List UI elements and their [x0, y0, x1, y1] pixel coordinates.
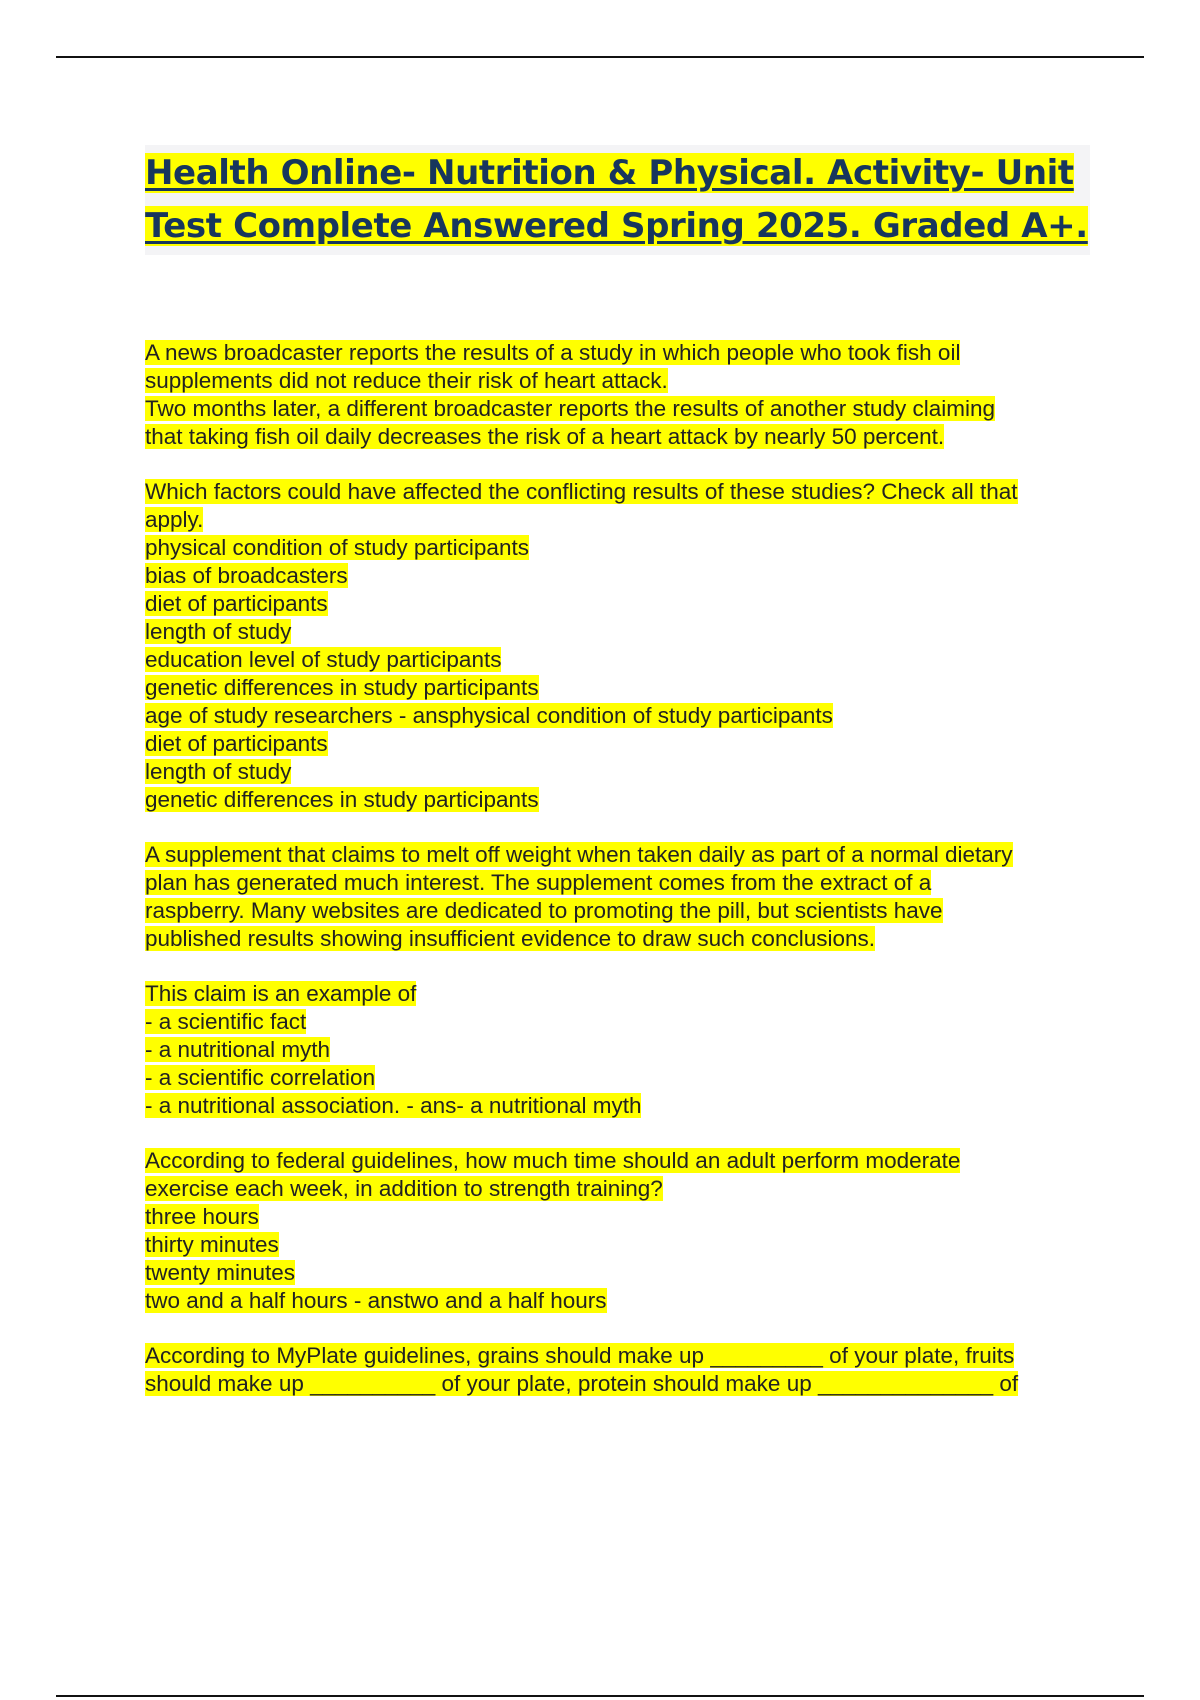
answer-option: bias of broadcasters [145, 563, 348, 588]
question-1 [145, 478, 1095, 814]
title-line-1: Health Online- Nutrition & Physical. Activity- Unit [145, 153, 1074, 193]
text-line: that taking fish oil daily decreases the risk of a heart attack by nearly 50 percent. [145, 424, 945, 449]
answer-option: education level of study participants [145, 647, 502, 672]
answer-option: twenty minutes [145, 1260, 296, 1285]
answer-option: age of study researchers - ansphysical condition of study participants [145, 703, 833, 728]
text-line: published results showing insufficient evidence to draw such conclusions. [145, 926, 875, 951]
footer-rule [56, 1695, 1144, 1697]
document-page [145, 145, 1095, 1398]
answer-option: three hours [145, 1204, 259, 1229]
answer-option: - a scientific correlation [145, 1065, 376, 1090]
answer-option: genetic differences in study participants [145, 787, 539, 812]
text-line: A news broadcaster reports the results of a study in which people who took fish oil [145, 340, 961, 365]
question-text: apply. [145, 507, 204, 532]
question-3 [145, 1147, 1095, 1315]
question-2 [145, 980, 1095, 1120]
question-text: According to federal guidelines, how much time should an adult perform moderate [145, 1148, 961, 1173]
text-line: raspberry. Many websites are dedicated to promoting the pill, but scientists have [145, 898, 943, 923]
question-1-prompt [145, 339, 1095, 451]
question-text: This claim is an example of [145, 981, 417, 1006]
answer-option: thirty minutes [145, 1232, 279, 1257]
question-2-prompt [145, 841, 1095, 953]
answer-option: diet of participants [145, 591, 328, 616]
answer-option: length of study [145, 759, 292, 784]
question-4 [145, 1342, 1095, 1398]
question-text: should make up __________ of your plate, protein should make up ______________ of [145, 1371, 1019, 1396]
answer-option: diet of participants [145, 731, 328, 756]
answer-option: length of study [145, 619, 292, 644]
text-line: supplements did not reduce their risk of heart attack. [145, 368, 668, 393]
text-line: A supplement that claims to melt off weight when taken daily as part of a normal dietary [145, 842, 1013, 867]
question-text: exercise each week, in addition to strength training? [145, 1176, 663, 1201]
answer-option: two and a half hours - anstwo and a half hours [145, 1288, 607, 1313]
answer-option: - a scientific fact [145, 1009, 307, 1034]
answer-option: physical condition of study participants [145, 535, 529, 560]
question-text: According to MyPlate guidelines, grains should make up _________ of your plate, fruits [145, 1343, 1015, 1368]
answer-option: - a nutritional myth [145, 1037, 331, 1062]
header-rule [56, 56, 1144, 58]
document-body [145, 339, 1095, 1398]
answer-option: genetic differences in study participants [145, 675, 539, 700]
title-block [145, 145, 1090, 255]
question-text: Which factors could have affected the conflicting results of these studies? Check all that [145, 479, 1018, 504]
answer-option: - a nutritional association. - ans- a nutritional myth [145, 1093, 642, 1118]
text-line: plan has generated much interest. The supplement comes from the extract of a [145, 870, 932, 895]
text-line: Two months later, a different broadcaster reports the results of another study claiming [145, 396, 996, 421]
document-title [145, 147, 1090, 253]
title-line-2: Test Complete Answered Spring 2025. Graded A+. [145, 206, 1088, 246]
